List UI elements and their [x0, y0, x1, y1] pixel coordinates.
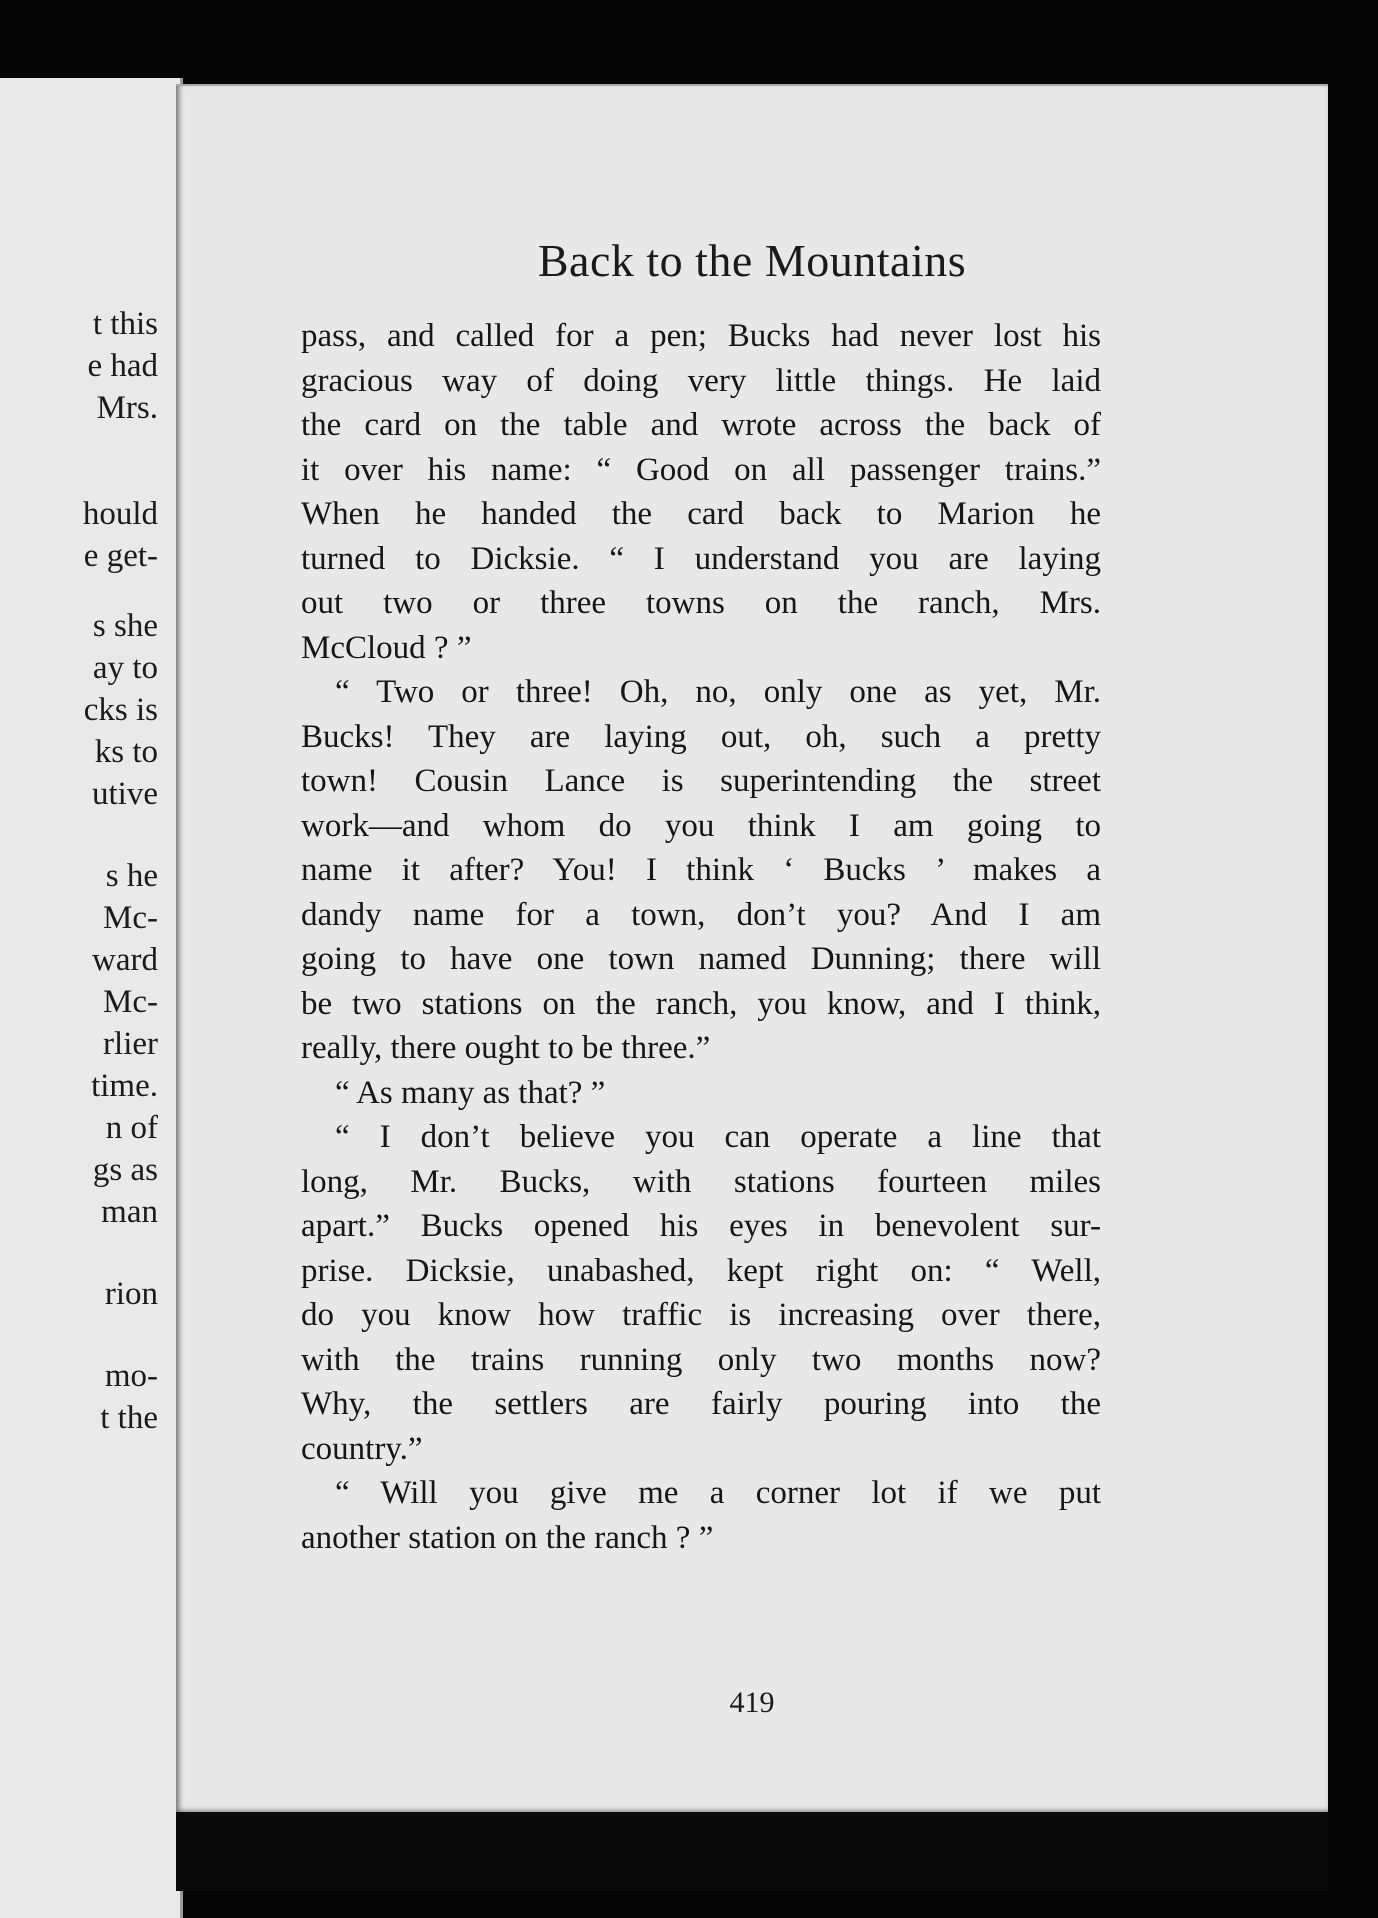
text-line: When he handed the card back to Marion he — [301, 496, 1101, 532]
left-fragment: Mc- — [103, 984, 158, 1020]
text-line: McCloud ? ” — [301, 629, 472, 666]
left-fragment: Mrs. — [96, 390, 158, 426]
text-line: out two or three towns on the ranch, Mrs. — [301, 585, 1101, 621]
text-line: “ Will you give me a corner lot if we put — [335, 1475, 1101, 1511]
text-line: gracious way of doing very little things. He laid — [301, 362, 1101, 399]
left-fragment: t this — [92, 306, 158, 342]
text-line: “ As many as that? ” — [335, 1074, 606, 1111]
left-fragment: s she — [92, 608, 158, 644]
page-body — [301, 314, 1101, 1560]
text-line: turned to Dicksie. “ I understand you are laying — [301, 540, 1101, 577]
text-line: going to have one town named Dunning; there will — [301, 941, 1101, 977]
left-fragment: e had — [87, 348, 158, 384]
text-line: really, there ought to be three.” — [301, 1030, 711, 1066]
left-fragment: rlier — [103, 1026, 158, 1062]
left-fragment: n of — [105, 1110, 158, 1146]
left-fragment: e get- — [83, 538, 158, 574]
text-line: another station on the ranch ? ” — [301, 1519, 714, 1556]
left-fragment: t the — [100, 1400, 158, 1436]
text-line: apart.” Bucks opened his eyes in benevolent sur- — [301, 1208, 1101, 1244]
running-head: Back to the Mountains — [537, 235, 967, 286]
text-line: country.” — [301, 1430, 423, 1467]
text-line: it over his name: “ Good on all passenger trains.” — [301, 451, 1101, 488]
left-fragment: ward — [92, 942, 158, 978]
left-fragment: s he — [105, 858, 158, 894]
left-fragment: utive — [92, 776, 158, 812]
text-line: town! Cousin Lance is superintending the street — [301, 763, 1101, 799]
text-line: name it after? You! I think ‘ Bucks ’ makes a — [301, 852, 1101, 888]
text-line: long, Mr. Bucks, with stations fourteen miles — [301, 1163, 1101, 1200]
left-fragment: ks to — [94, 734, 158, 770]
left-fragment: time. — [91, 1068, 158, 1104]
text-line: do you know how traffic is increasing over there, — [301, 1297, 1101, 1333]
left-fragment: gs as — [92, 1152, 158, 1188]
left-fragment: rion — [104, 1276, 158, 1312]
page-number: 419 — [729, 1686, 775, 1719]
left-fragment: hould — [82, 496, 158, 532]
left-fragment: mo- — [104, 1358, 158, 1394]
text-line: with the trains running only two months now? — [301, 1341, 1101, 1378]
text-line: the card on the table and wrote across the back of — [301, 407, 1101, 443]
text-line: prise. Dicksie, unabashed, kept right on: “ Well, — [301, 1252, 1101, 1289]
text-line: work—and whom do you think I am going to — [301, 807, 1101, 844]
left-fragment: Mc- — [103, 900, 158, 936]
text-line: “ Two or three! Oh, no, only one as yet, Mr. — [335, 674, 1101, 710]
page-shadow — [176, 1812, 1328, 1891]
text-line: dandy name for a town, don’t you? And I am — [301, 896, 1101, 933]
text-line: be two stations on the ranch, you know, and I think, — [301, 985, 1101, 1022]
left-fragment: cks is — [83, 692, 158, 728]
left-fragment: man — [101, 1194, 158, 1230]
text-line: Why, the settlers are fairly pouring into the — [301, 1386, 1101, 1422]
text-line: Bucks! They are laying out, oh, such a pretty — [301, 718, 1101, 755]
text-line: pass, and called for a pen; Bucks had never lost his — [301, 318, 1101, 354]
facing-page-fragment — [0, 78, 183, 1918]
book-page — [176, 84, 1328, 1818]
left-fragment: ay to — [92, 650, 158, 686]
text-line: “ I don’t believe you can operate a line that — [335, 1119, 1101, 1155]
